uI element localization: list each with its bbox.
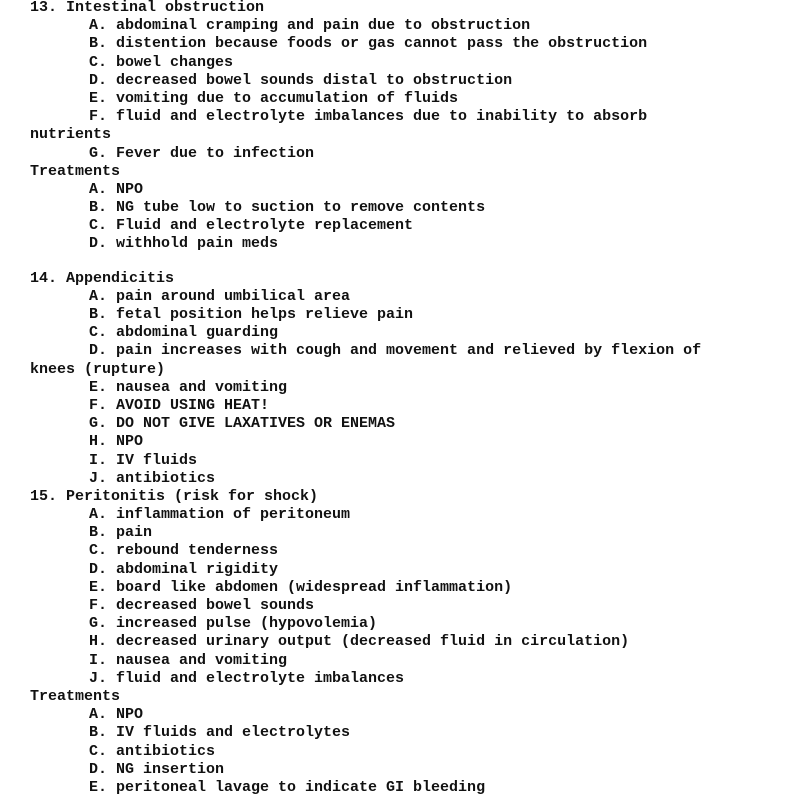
list-item: G. increased pulse (hypovolemia) — [89, 615, 378, 633]
list-item: D. decreased bowel sounds distal to obstruction — [89, 71, 513, 89]
list-item: D. abdominal rigidity — [89, 560, 279, 578]
section-14-title: 14. Appendicitis — [30, 269, 175, 287]
list-item: F. fluid and electrolyte imbalances due to inability to absorb — [89, 108, 648, 126]
list-item: D. pain increases with cough and movement and relieved by flexion of — [89, 342, 702, 360]
list-item: G. DO NOT GIVE LAXATIVES OR ENEMAS — [89, 415, 396, 433]
list-item-continuation: knees (rupture) — [30, 360, 166, 378]
list-item: G. Fever due to infection — [89, 144, 315, 162]
list-item: B. fetal position helps relieve pain — [89, 306, 414, 323]
list-item: C. abdominal guarding — [89, 324, 279, 342]
treatment-item: C. Fluid and electrolyte replacement — [89, 217, 414, 235]
list-item: E. nausea and vomiting — [89, 378, 288, 396]
treatment-item: B. NG tube low to suction to remove contents — [89, 199, 486, 217]
list-item: C. rebound tenderness — [89, 542, 279, 560]
treatment-item: A. NPO — [89, 180, 144, 198]
blank-line — [0, 254, 794, 270]
list-item: H. NPO — [89, 433, 144, 451]
treatment-item: C. antibiotics — [89, 742, 216, 760]
treatments-heading: Treatments — [30, 162, 121, 180]
list-item-continuation: nutrients — [30, 126, 112, 144]
section-13-title: 13. Intestinal obstruction — [30, 0, 265, 16]
list-item: B. distention because foods or gas cannot pass the obstruction — [89, 35, 648, 53]
list-item: F. AVOID USING HEAT! — [89, 396, 270, 414]
list-item: J. fluid and electrolyte imbalances — [89, 669, 405, 687]
list-item: A. inflammation of peritoneum — [89, 506, 351, 524]
list-item: H. decreased urinary output (decreased fluid in circulation) — [89, 633, 630, 651]
list-item: B. pain — [89, 524, 153, 542]
treatment-item: A. NPO — [89, 706, 144, 724]
list-item: E. board like abdomen (widespread inflammation) — [89, 578, 513, 596]
list-item: I. IV fluids — [89, 451, 198, 469]
list-item: F. decreased bowel sounds — [89, 597, 315, 614]
list-item: A. pain around umbilical area — [89, 287, 351, 305]
treatment-item: B. IV fluids and electrolytes — [89, 724, 351, 742]
section-15-title: 15. Peritonitis (risk for shock) — [30, 487, 319, 505]
list-item: C. bowel changes — [89, 53, 234, 71]
treatment-item: D. NG insertion — [89, 760, 225, 778]
list-item: E. vomiting due to accumulation of fluids — [89, 89, 459, 107]
treatment-item: E. peritoneal lavage to indicate GI bleeding — [89, 778, 486, 794]
list-item: A. abdominal cramping and pain due to obstruction — [89, 17, 531, 35]
list-item: J. antibiotics — [89, 469, 216, 487]
list-item: I. nausea and vomiting — [89, 651, 288, 669]
treatment-item: D. withhold pain meds — [89, 235, 279, 253]
treatments-heading: Treatments — [30, 687, 121, 705]
